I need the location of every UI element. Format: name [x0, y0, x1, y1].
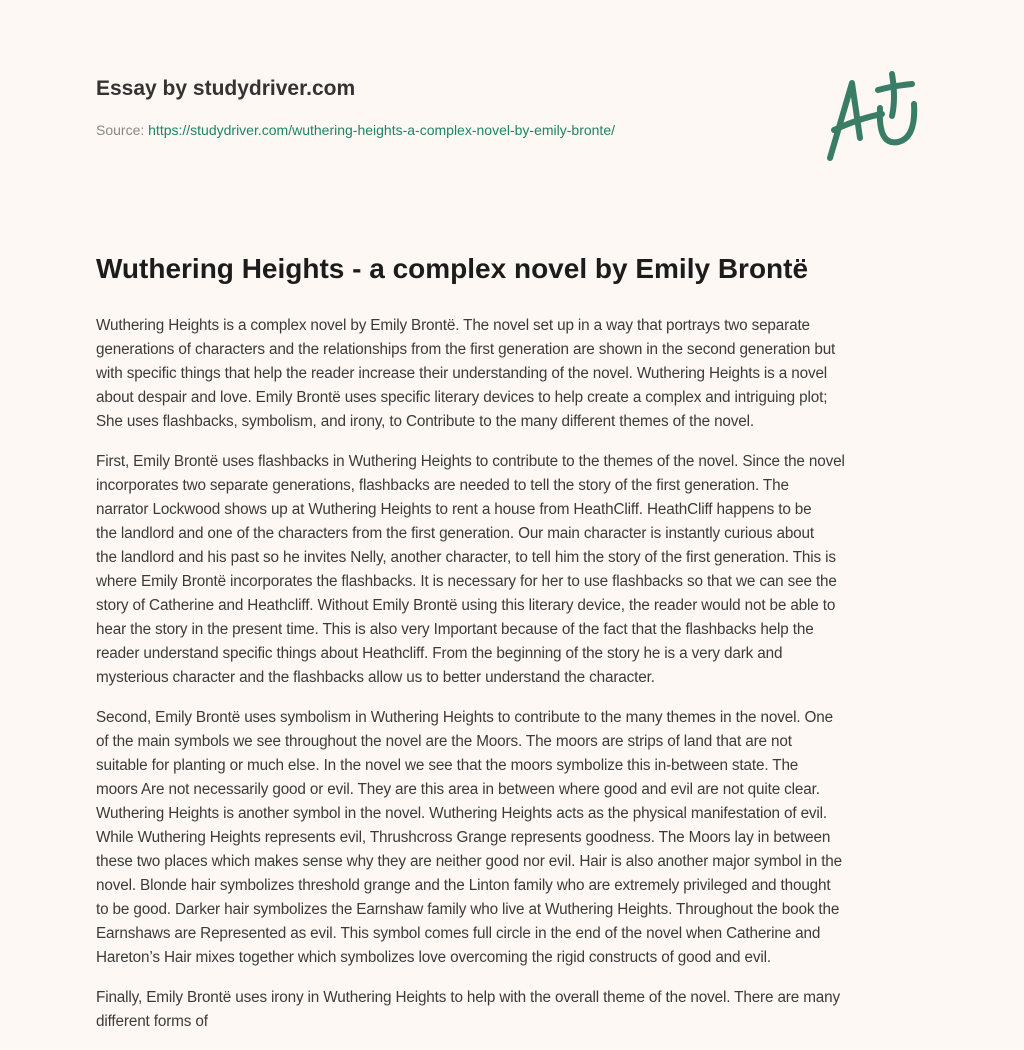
essay-paragraph: [96, 706, 936, 970]
paragraph-line: with specific things that help the reader increase their understanding of the novel. Wuthering Heights is a novel: [96, 365, 828, 382]
essay-paragraph: [96, 986, 936, 1034]
paragraph-line: the landlord and one of the characters from the first generation. Our main character is instantly curious about: [96, 525, 814, 542]
paragraph-line: the landlord and his past so he invites Nelly, another character, to tell him the story of the first generation. This is: [96, 549, 836, 566]
paragraph-line: novel. Blonde hair symbolizes threshold grange and the Linton family who are extremely privileged and thought: [96, 877, 831, 894]
paragraph-line: Finally, Emily Brontë uses irony in Wuthering Heights to help with the overall theme of the novel. There are many: [96, 989, 841, 1006]
essay-title: Wuthering Heights - a complex novel by Emily Brontë: [96, 253, 809, 284]
paragraph-line: different forms of: [96, 1013, 208, 1030]
paragraph-line: about despair and love. Emily Brontë uses specific literary devices to help create a complex and intriguing plot;: [96, 389, 828, 406]
paragraph-line: to be good. Darker hair symbolizes the Earnshaw family who live at Wuthering Heights. Throughout the book the: [96, 901, 840, 918]
paragraph-line: these two places which makes sense why they are neither good nor evil. Hair is also another major symbol in the: [96, 853, 843, 870]
essay-paragraph: [96, 450, 936, 690]
paragraph-line: While Wuthering Heights represents evil, Thrushcross Grange represents goodness. The Moors lay in between: [96, 829, 831, 846]
paragraph-line: reader understand specific things about Heathcliff. From the beginning of the story he is a very dark and: [96, 645, 783, 662]
paragraph-line: mysterious character and the flashbacks allow us to better understand the character.: [96, 669, 655, 686]
paragraph-line: Hareton’s Hair mixes together which symbolizes love overcoming the rigid constructs of good and evil.: [96, 949, 771, 966]
paragraph-line: story of Catherine and Heathcliff. Without Emily Brontë using this literary device, the reader would not be able to: [96, 597, 836, 614]
a-plus-logo-icon: [820, 68, 930, 168]
paragraph-line: Earnshaws are Represented as evil. This symbol comes full circle in the end of the novel when Catherine and: [96, 925, 821, 942]
paragraph-line: First, Emily Brontë uses flashbacks in Wuthering Heights to contribute to the themes of the novel. Since the novel: [96, 453, 845, 470]
paragraph-line: incorporates two separate generations, flashbacks are needed to tell the story of the first generation. The: [96, 477, 789, 494]
source-link[interactable]: https://studydriver.com/wuthering-heights-a-complex-novel-by-emily-bronte/: [148, 122, 615, 138]
paragraph-line: narrator Lockwood shows up at Wuthering Heights to rent a house from HeathCliff. HeathCliff happens to be: [96, 501, 812, 518]
paragraph-line: where Emily Brontë incorporates the flashbacks. It is necessary for her to use flashbacks so that we can see the: [96, 573, 837, 590]
source-line: [96, 122, 615, 138]
paragraph-line: moors Are not necessarily good or evil. They are this area in between where good and evil are not quite clear.: [96, 781, 820, 798]
paragraph-line: generations of characters and the relationships from the first generation are shown in the second generation but: [96, 341, 836, 358]
paragraph-line: of the main symbols we see throughout the novel are the Moors. The moors are strips of land that are not: [96, 733, 792, 750]
site-title: Essay by studydriver.com: [96, 77, 356, 100]
essay-body: [96, 314, 936, 1050]
paragraph-line: hear the story in the present time. This is also very Important because of the fact that the flashbacks help the: [96, 621, 814, 638]
essay-paragraph: [96, 314, 936, 434]
paragraph-line: suitable for planting or much else. In the novel we see that the moors symbolize this in-between state. The: [96, 757, 799, 774]
paragraph-line: Wuthering Heights is another symbol in the novel. Wuthering Heights acts as the physical manifestation of evil.: [96, 805, 828, 822]
paragraph-line: Wuthering Heights is a complex novel by Emily Brontë. The novel set up in a way that portrays two separate: [96, 317, 810, 334]
source-label: Source:: [96, 122, 145, 138]
paragraph-line: She uses flashbacks, symbolism, and irony, to Contribute to the many different themes of the novel.: [96, 413, 754, 430]
paragraph-line: Second, Emily Brontë uses symbolism in Wuthering Heights to contribute to the many themes in the novel. One: [96, 709, 833, 726]
